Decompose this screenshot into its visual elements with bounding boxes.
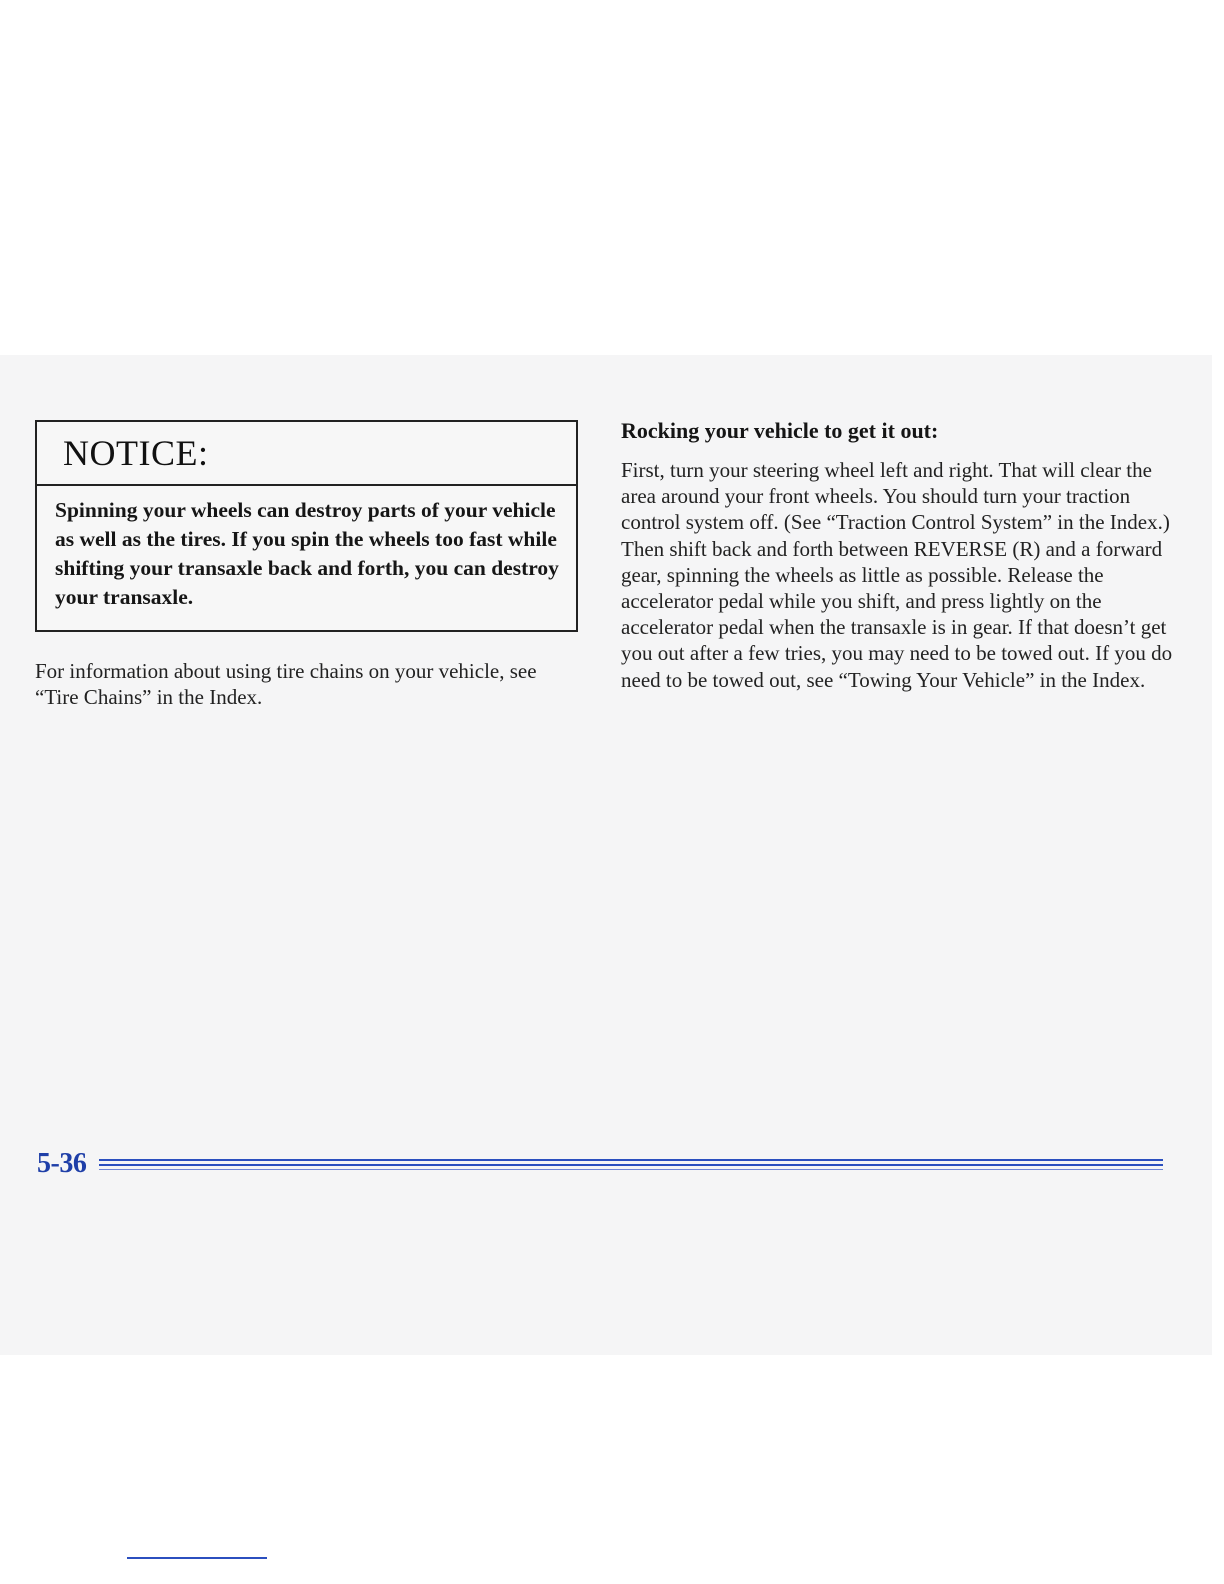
rocking-section	[621, 417, 1176, 693]
page-footer	[37, 1148, 1165, 1188]
notice-body: Spinning your wheels can destroy parts of your vehicle as well as the tires. If you spin the wheels too fast while shifting your transaxle back and forth, you can destroy your transaxle.	[55, 498, 559, 609]
notice-title: NOTICE:	[63, 433, 209, 473]
rocking-paragraph: First, turn your steering wheel left and right. That will clear the area around your front wheels. You should turn your traction control system off. (See “Traction Control System” in the Index.) Then shift back and forth between REVERSE (R) and a forward gear, spinning the wheels as little as possible. Release the accelerator pedal while you shift, and press lightly on the accelerator pedal when the transaxle is in gear. If that doesn’t get you out after a few tries, you may need to be towed out. If you do need to be towed out, see “Towing Your Vehicle” in the Index.	[621, 458, 1173, 692]
page-number: 5-36	[37, 1148, 87, 1179]
notice-header	[37, 422, 576, 486]
bottom-underline	[127, 1557, 267, 1559]
rocking-heading: Rocking your vehicle to get it out:	[621, 418, 939, 443]
footer-rule	[99, 1159, 1163, 1169]
notice-box	[35, 420, 578, 632]
tire-chains-paragraph: For information about using tire chains on your vehicle, see “Tire Chains” in the Index.	[35, 659, 537, 709]
